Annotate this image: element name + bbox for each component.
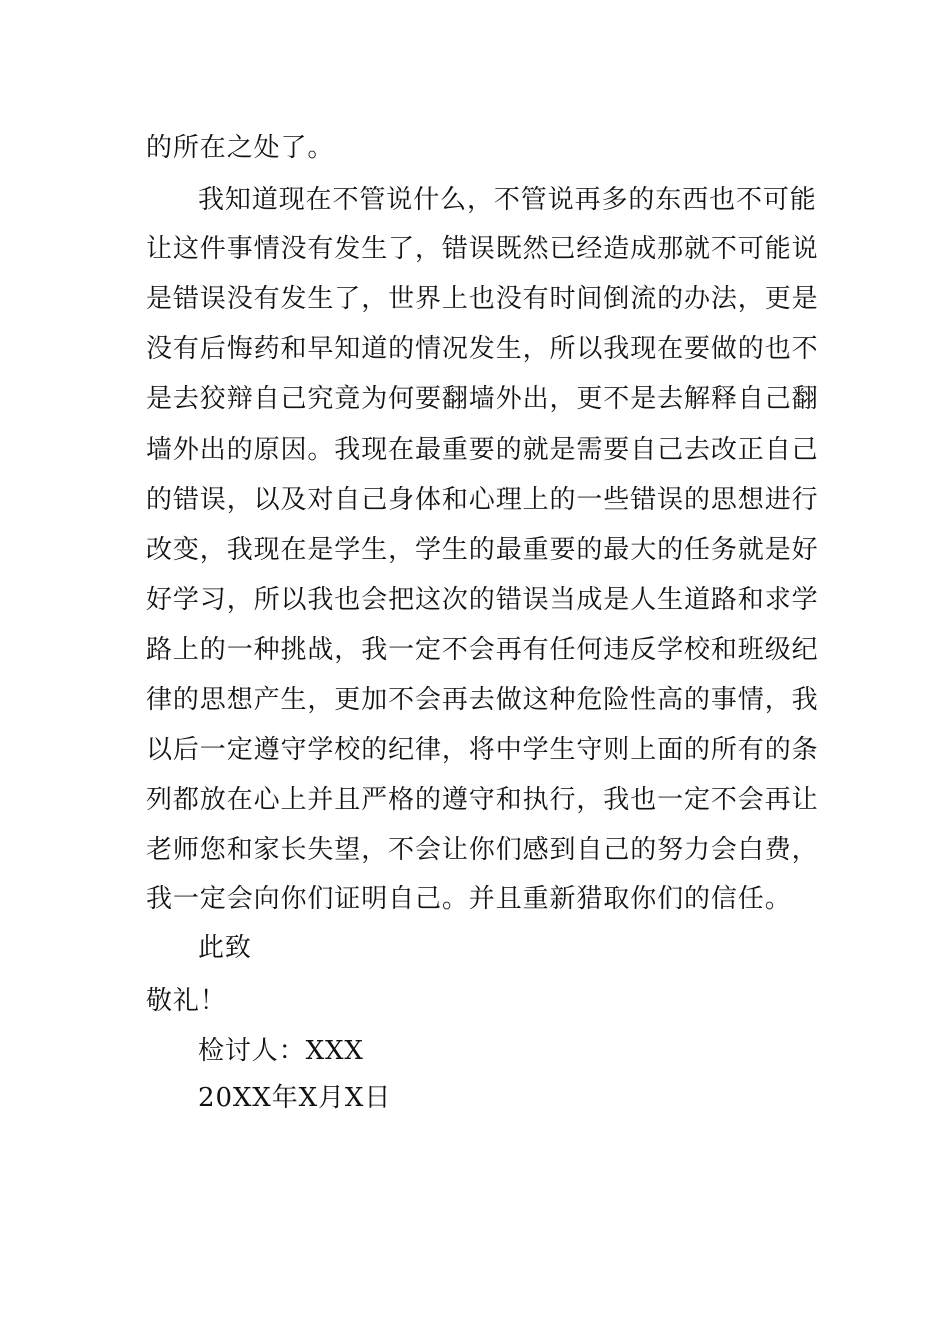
body-line: 以后一定遵守学校的纪律，将中学生守则上面的所有的条: [146, 735, 819, 765]
body-line: 路上的一种挑战，我一定不会再有任何违反学校和班级纪: [146, 635, 819, 665]
body-line: 列都放在心上并且严格的遵守和执行，我也一定不会再让: [146, 785, 819, 815]
paragraph-first-line: 我知道现在不管说什么，不管说再多的东西也不可能: [198, 185, 817, 215]
body-line: 让这件事情没有发生了，错误既然已经造成那就不可能说: [146, 234, 819, 264]
body-line: 律的思想产生，更加不会再去做这种危险性高的事情，我: [146, 685, 819, 715]
body-line: 是错误没有发生了，世界上也没有时间倒流的办法，更是: [146, 284, 819, 314]
body-line: 改变，我现在是学生，学生的最重要的最大的任务就是好: [146, 535, 819, 565]
closing-phrase: 此致: [198, 933, 252, 963]
body-line: 我一定会向你们证明自己。并且重新猎取你们的信任。: [146, 884, 792, 914]
body-line: 没有后悔药和早知道的情况发生，所以我现在要做的也不: [146, 334, 819, 364]
body-line: 好学习，所以我也会把这次的错误当成是人生道路和求学: [146, 585, 819, 615]
body-line: 老师您和家长失望，不会让你们感到自己的努力会白费，: [146, 835, 819, 865]
body-line: 的错误，以及对自己身体和心理上的一些错误的思想进行: [146, 485, 819, 515]
date-line: 20XX年X月X日: [198, 1083, 392, 1113]
signature-line: 检讨人：XXX: [198, 1036, 364, 1066]
body-line: 是去狡辩自己究竟为何要翻墙外出，更不是去解释自己翻: [146, 384, 819, 414]
body-line: 墙外出的原因。我现在最重要的就是需要自己去改正自己: [146, 435, 819, 465]
body-line: 的所在之处了。: [146, 133, 335, 163]
salutation: 敬礼！: [146, 986, 227, 1016]
